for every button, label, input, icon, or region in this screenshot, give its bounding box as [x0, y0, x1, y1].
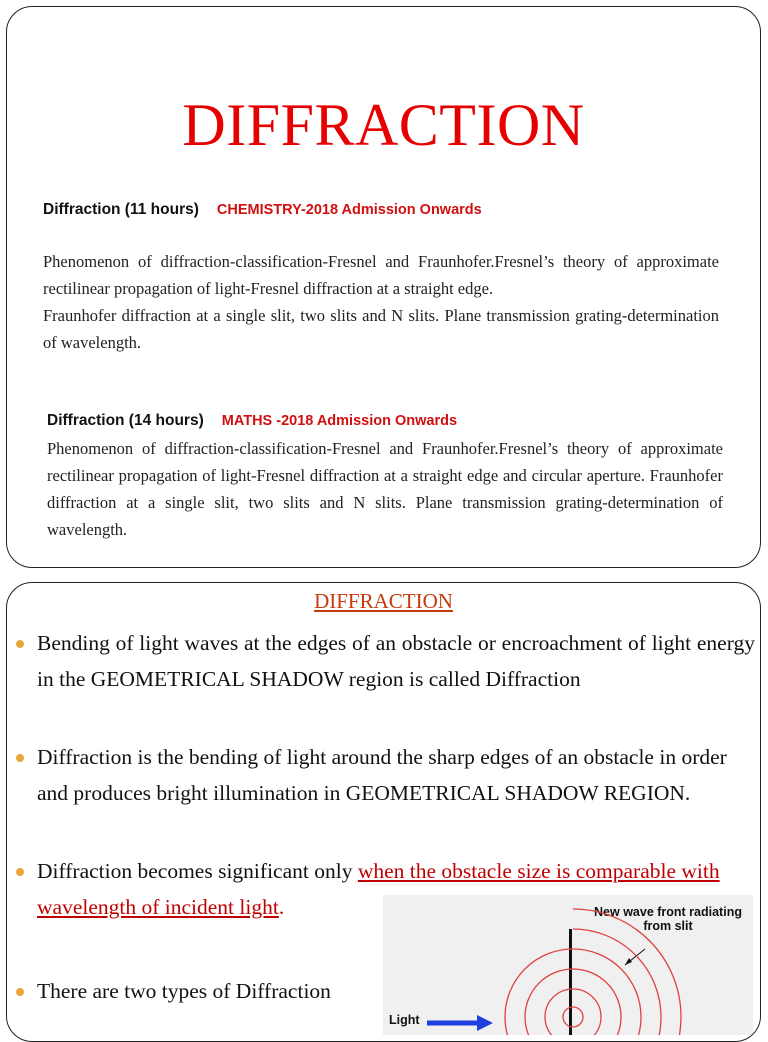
- bullet-dot-icon: [16, 640, 24, 648]
- section-tag: CHEMISTRY-2018 Admission Onwards: [216, 202, 482, 218]
- slide-subtitle: DIFFRACTION: [314, 589, 453, 613]
- section-heading-maths: [47, 412, 457, 430]
- bullet-text: around the sharp edges of an obstacle in order and produces bright illumination in: [37, 745, 727, 805]
- section-tag: MATHS -2018 Admission Onwards: [221, 413, 458, 429]
- bullet-text: is the bending of: [132, 745, 287, 769]
- bullet-item: [37, 625, 755, 697]
- bullet-keyword: Diffraction: [37, 745, 133, 769]
- figure-label-light: Light: [389, 1013, 420, 1027]
- slide-title: DIFFRACTION: [182, 92, 585, 158]
- bullet-item: [37, 739, 755, 811]
- bullet-dot-icon: [16, 868, 24, 876]
- bullet-text: .: [278, 895, 285, 919]
- paragraph: Fraunhofer diffraction at a single slit, two slits and N slits. Plane transmission grating-determination of wavelength.: [43, 306, 719, 352]
- bullet-text: Bending of light waves at the edges of an obstacle or encroachment of light energy in the: [37, 631, 755, 691]
- section-text-chemistry: [43, 248, 719, 356]
- bullet-emphasis: GEOMETRICAL SHADOW: [90, 667, 344, 691]
- wave-arc-left: [545, 989, 573, 1035]
- section-text-maths: [47, 435, 723, 543]
- bullet-dot-icon: [16, 988, 24, 996]
- light-arrow-icon: [477, 1015, 493, 1031]
- diffraction-figure: [383, 895, 753, 1035]
- slide-syllabus: [6, 6, 761, 568]
- section-hours: Diffraction (14 hours): [47, 412, 204, 429]
- wave-arc-left: [505, 949, 573, 1035]
- bullet-text: becomes significant only: [132, 859, 358, 883]
- bullet-text: region is called Diffraction: [343, 667, 581, 691]
- bullet-keyword: Diffraction: [37, 859, 133, 883]
- bullet-item: [37, 973, 377, 1009]
- wavefront-diagram: [383, 895, 753, 1035]
- figure-label: New wave front radiating from slit: [594, 905, 742, 933]
- wave-arc-right: [573, 929, 661, 1035]
- section-heading-chemistry: [43, 201, 482, 219]
- bullet-highlight: when the obstacle size is comparable with wavelength of incident light: [37, 859, 720, 919]
- wave-arc-right: [573, 1007, 583, 1027]
- section-hours: Diffraction (11 hours): [43, 201, 199, 218]
- bullet-text: There are two types of Diffraction: [37, 979, 331, 1003]
- barrier: [569, 929, 572, 1035]
- bullet-dot-icon: [16, 754, 24, 762]
- paragraph: Phenomenon of diffraction-classification-Fresnel and Fraunhofer.Fresnel’s theory of approximate rectilinear propagation of light-Fresnel diffraction at a straight edge.: [43, 252, 719, 298]
- slide-diffraction-intro: [6, 582, 761, 1042]
- wave-arcs: [505, 909, 681, 1035]
- bullet-keyword: light: [286, 745, 327, 769]
- bullet-emphasis: GEOMETRICAL SHADOW REGION.: [345, 781, 691, 805]
- wave-arc-right: [573, 989, 601, 1035]
- paragraph: Phenomenon of diffraction-classification-Fresnel and Fraunhofer.Fresnel’s theory of approximate rectilinear propagation of light-Fresnel diffraction at a straight edge and circular aperture. Fraunhofer diffraction at a single slit, two slits and N slits. Plane transmission grating-determination of wavelength.: [47, 439, 723, 539]
- pointer-arrowhead-icon: [625, 958, 632, 965]
